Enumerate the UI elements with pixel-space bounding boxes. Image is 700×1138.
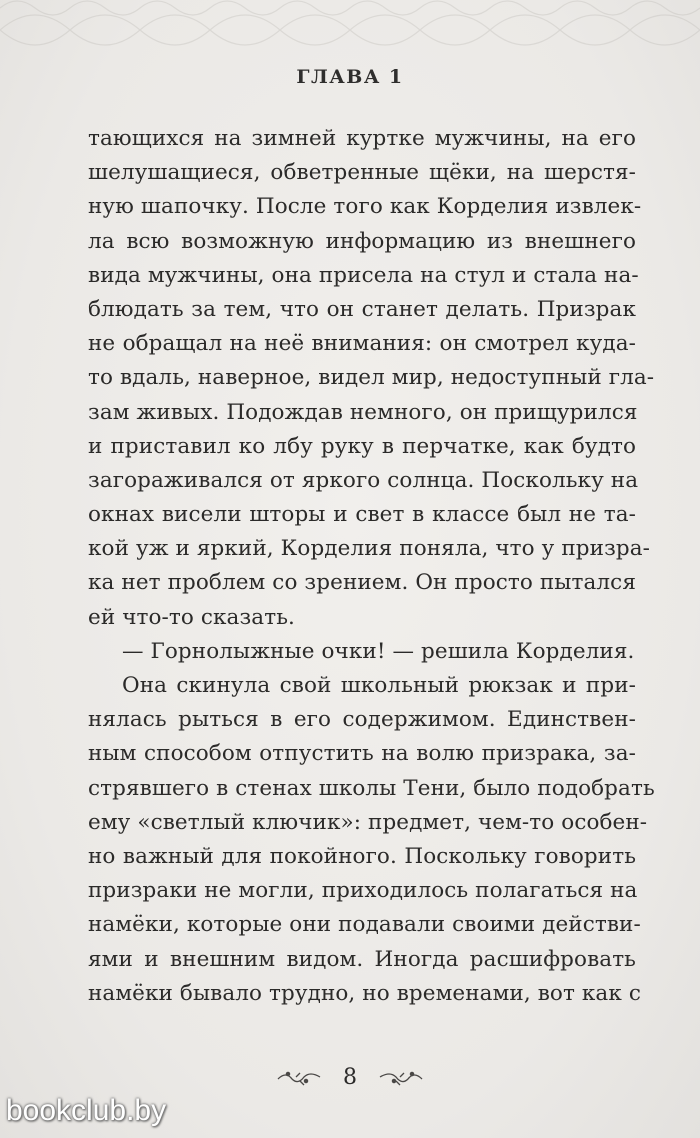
text-line: то вдаль, наверное, видел мир, недоступный гла- <box>88 365 655 391</box>
left-flourish-icon <box>276 1067 322 1087</box>
right-flourish-icon <box>378 1067 424 1087</box>
text-line: ему «светлый ключик»: предмет, чем-то особен- <box>88 809 648 835</box>
text-line: ным способом отпустить на волю призрака, за- <box>88 741 636 767</box>
text-line: призраки не могли, приходилось полагаться на <box>88 878 638 904</box>
text-line: ка нет проблем со зрением. Он просто пытался <box>88 570 636 596</box>
text-line: стрявшего в стенах школы Тени, было подобрать <box>88 775 655 801</box>
text-line: ями и внешним видом. Иногда расшифровать <box>88 946 636 972</box>
text-line: не обращал на неё внимания: он смотрел куда- <box>88 331 636 357</box>
text-line: зам живых. Подождав немного, он прищурился <box>88 399 638 425</box>
text-line: шелушащиеся, обветренные щёки, на шерстя- <box>88 160 636 186</box>
text-line: кой уж и яркий, Корделия поняла, что у призра- <box>88 536 651 562</box>
text-line: нялась рыться в его содержимом. Единствен- <box>88 707 636 733</box>
text-line: тающихся на зимней куртке мужчины, на его <box>88 126 636 151</box>
text-line: но важный для покойного. Поскольку говорить <box>88 843 636 869</box>
text-line: окнах висели шторы и свет в классе был не та- <box>88 502 636 528</box>
page-number: 8 <box>343 1064 357 1090</box>
top-ornament-pattern <box>0 0 700 60</box>
text-line: вида мужчины, она присела на стул и стала на- <box>88 262 639 288</box>
text-line: намёки, которые они подавали своими действи- <box>88 912 641 938</box>
page-footer <box>0 1064 700 1090</box>
text-line: намёки бывало трудно, но временами, вот как с <box>88 980 641 1006</box>
paragraph-first-line: Она скинула свой школьный рюкзак и при- <box>122 673 636 698</box>
dialogue-line: — Горнолыжные очки! — решила Корделия. <box>122 638 635 664</box>
text-line: ей что-то сказать. <box>88 604 295 630</box>
text-line: ла всю возможную информацию из внешнего <box>88 228 636 254</box>
running-head: ГЛАВА 1 <box>296 66 404 88</box>
watermark: bookclub.by <box>6 1094 167 1127</box>
text-line: блюдать за тем, что он станет делать. Призрак <box>88 296 636 322</box>
text-line: ную шапочку. После того как Корделия извлек- <box>88 194 642 220</box>
text-line: и приставил ко лбу руку в перчатке, как будто <box>88 433 636 459</box>
text-line: загораживался от яркого солнца. Поскольку на <box>88 467 639 493</box>
body-text <box>88 122 655 1011</box>
